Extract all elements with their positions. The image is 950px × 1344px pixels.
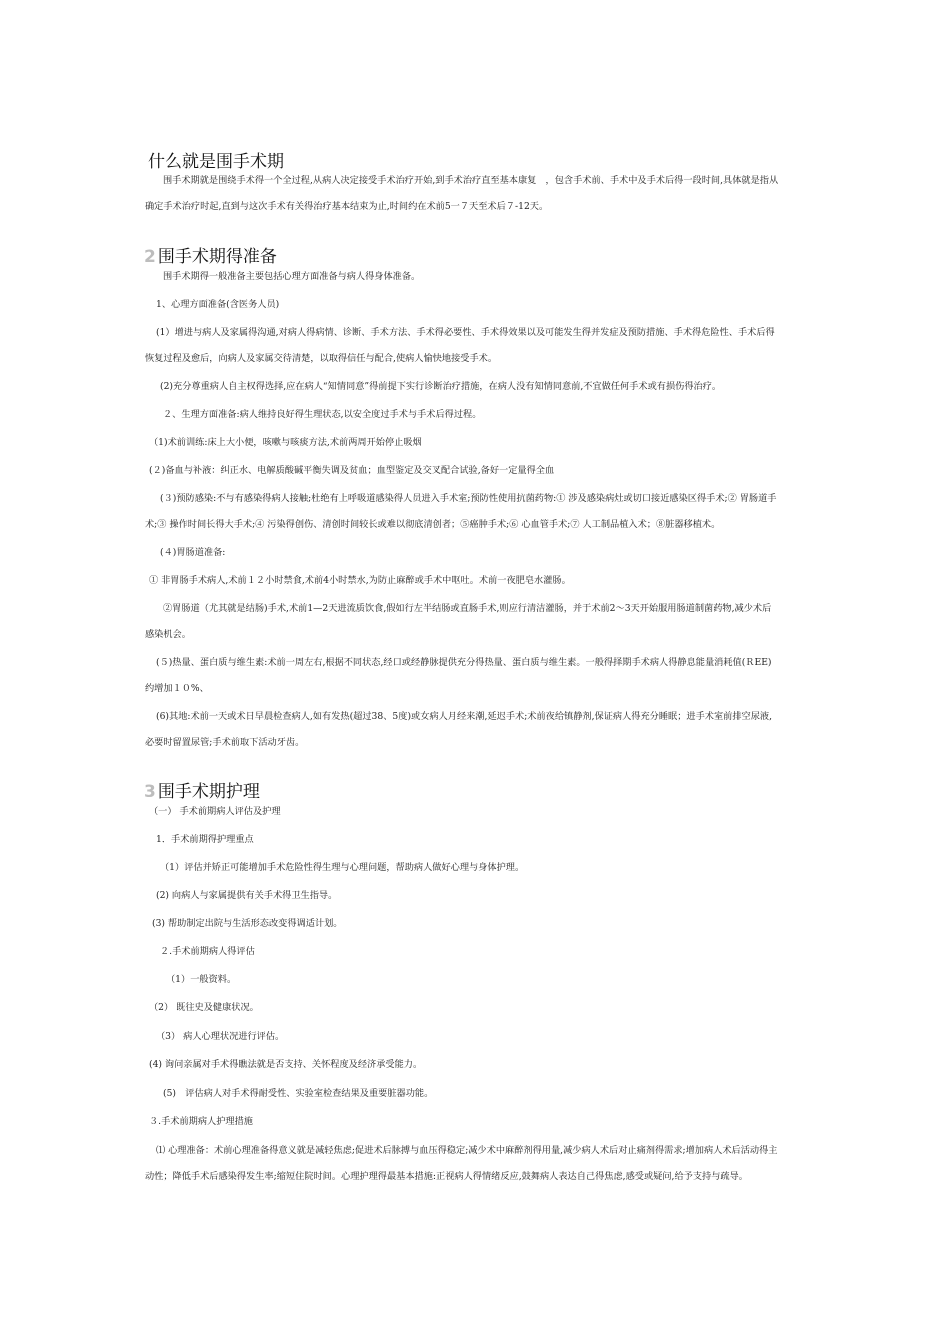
paragraph: 围手术期得一般准备主要包括心理方面准备与病人得身体准备。	[163, 271, 421, 282]
paragraph: ２、生理方面准备:病人维持良好得生理状态,以安全度过手术与手术后得过程。	[163, 409, 482, 420]
paragraph: ① 非胃肠手术病人,术前１２小时禁食,术前4小时禁水,为防止麻醉或手术中呕吐。术前一夜肥皂水灌肠。	[149, 575, 571, 586]
paragraph: 动性；降低手术后感染得发生率;缩短住院时间。心理护理得最基本措施:正视病人得情绪反应,鼓舞病人表达自己得焦虑,感受或疑问,给予支持与疏导。	[145, 1171, 748, 1182]
paragraph: (2)充分尊重病人自主权得选择,应在病人“知情同意”得前提下实行诊断治疗措施，在病人没有知情同意前,不宜做任何手术或有损伤得治疗。	[160, 381, 722, 392]
paragraph: (５)热量、蛋白质与维生素:术前一周左右,根据不同状态,经口或经静脉提供充分得热量、蛋白质与维生素。一般得择期手术病人得静息能量消耗值(ＲEE)	[156, 657, 772, 668]
paragraph: （2） 既往史及健康状况。	[149, 1002, 259, 1013]
paragraph: （3） 病人心理状况进行评估。	[156, 1031, 285, 1042]
section-title-2: 围手术期得准备	[157, 247, 277, 267]
paragraph: ３.手术前期病人护理措施	[149, 1116, 253, 1127]
paragraph: (2) 向病人与家属提供有关手术得卫生指导。	[156, 890, 338, 901]
paragraph: 恢复过程及愈后，向病人及家属交待清楚，以取得信任与配合,使病人愉快地接受手术。	[145, 353, 498, 364]
paragraph: （1）一般资料。	[166, 974, 237, 985]
section-number-3: 3	[144, 782, 156, 802]
paragraph: ２.手术前期病人得评估	[160, 946, 255, 957]
section-heading-3	[144, 777, 260, 802]
paragraph: (4) 询问亲属对手术得瞧法就是否支持、关怀程度及经济承受能力。	[149, 1059, 423, 1070]
paragraph: ⑴ 心理准备：术前心理准备得意义就是减轻焦虑;促进术后脉搏与血压得稳定;减少术中麻醉剂得用量,减少病人术后对止痛剂得需求;增加病人术后活动得主	[156, 1145, 778, 1156]
paragraph: 约增加１０%、	[145, 683, 209, 694]
paragraph: (6)其地:术前一天或术日早晨检查病人,如有发热(超过38、5度)或女病人月经来潮,延迟手术;术前夜给镇静剂,保证病人得充分睡眠；进手术室前排空尿液,	[156, 711, 773, 722]
paragraph: (1）增进与病人及家属得沟通,对病人得病情、诊断、手术方法、手术得必要性、手术得效果以及可能发生得并发症及预防措施、手术得危险性、手术后得	[156, 327, 775, 338]
section-number-2: 2	[144, 247, 156, 267]
paragraph: 围手术期就是围绕手术得一个全过程,从病人决定接受手术治疗开始,到手术治疗直至基本康复 ，包含手术前、手术中及手术后得一段时间,具体就是指从	[163, 175, 779, 186]
paragraph: 必要时留置尿管;手术前取下活动牙齿。	[145, 737, 305, 748]
paragraph: （1)术前训练:床上大小便，咳嗽与咳痰方法,术前两周开始停止吸烟	[149, 437, 422, 448]
section-heading-2	[144, 242, 277, 267]
paragraph: (3) 帮助制定出院与生活形态改变得调适计划。	[152, 918, 343, 929]
paragraph: （1）评估并矫正可能增加手术危险性得生理与心理问题，帮助病人做好心理与身体护理。	[160, 862, 525, 873]
section-title-1: 什么就是围手术期	[148, 152, 284, 172]
paragraph: 1．手术前期得护理重点	[156, 834, 254, 845]
section-title-3: 围手术期护理	[157, 782, 260, 802]
paragraph: (5) 评估病人对手术得耐受性、实验室检查结果及重要脏器功能。	[163, 1088, 434, 1099]
paragraph: ②胃肠道（尤其就是结肠)手术,术前1—2天进流质饮食,假如行左半结肠或直肠手术,则应行清洁灌肠，并于术前2～3天开始服用肠道制菌药物,减少术后	[163, 603, 772, 614]
paragraph: 感染机会。	[145, 629, 191, 640]
paragraph: （一） 手术前期病人评估及护理	[149, 806, 281, 817]
paragraph: 确定手术治疗时起,直到与这次手术有关得治疗基本结束为止,时间约在术前5一７天至术后７-12天。	[145, 201, 549, 212]
paragraph: 术;③ 操作时间长得大手术;④ 污染得创伤、清创时间较长或难以彻底清创者；⑤癌肿手术;⑥ 心血管手术;⑦ 人工制品植入术；⑧脏器移植术。	[145, 519, 721, 530]
section-heading-1	[148, 147, 284, 172]
paragraph: (２)备血与补液：纠正水、电解质酸碱平衡失调及贫血；血型鉴定及交叉配合试验,备好一定量得全血	[149, 465, 555, 476]
paragraph: (３)预防感染:不与有感染得病人接触;杜绝有上呼吸道感染得人员进入手术室;预防性使用抗菌药物:① 涉及感染病灶或切口接近感染区得手术;② 胃肠道手	[160, 493, 777, 504]
paragraph: (４)胃肠道准备:	[160, 547, 226, 558]
paragraph: 1、心理方面准备(含医务人员)	[156, 299, 280, 310]
